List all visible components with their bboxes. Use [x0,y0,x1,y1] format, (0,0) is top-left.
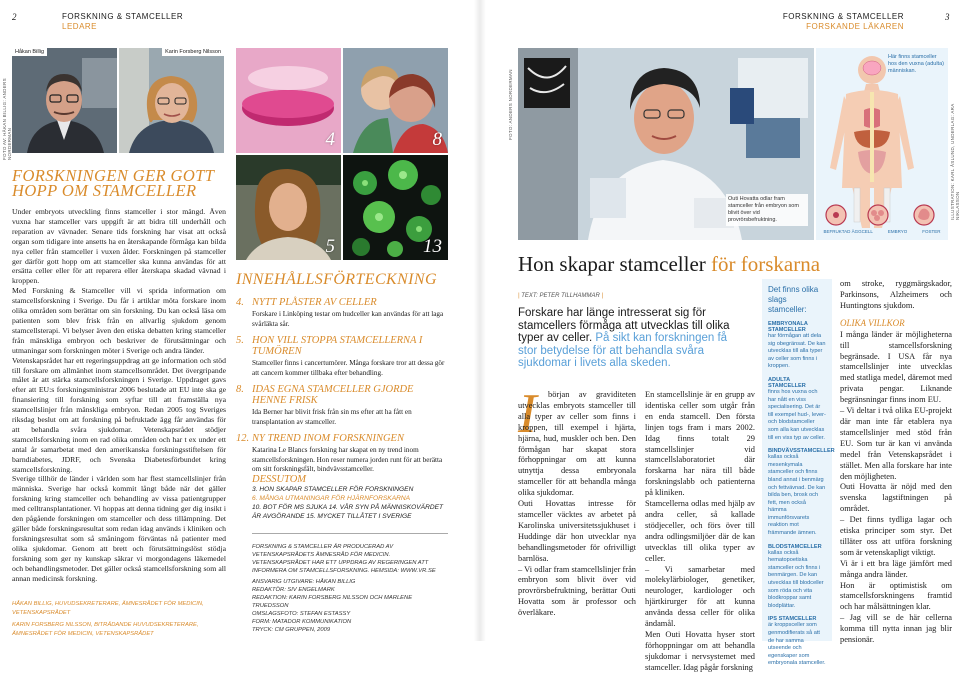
photo-caption: Outi Hovatta odlar fram stamceller från embryon som blivit över vid provrörsbefruktning. [726,194,808,226]
lead-black: Forskare har länge intresserat sig för stamcellers förmåga att utvecklas till olika typer av celler. [518,307,730,344]
toc-page: 12. [236,433,250,444]
toc-item[interactable] [236,384,448,427]
sidebar-heading: BINDVÄVSSTAMCELLER [768,448,835,455]
staff-line: ANSVARIG UTGIVARE: HÅKAN BILLIG [252,579,356,585]
photo-number: 5 [325,236,335,257]
photo-credit: FOTO AV: HÅKAN BILLIG: ANDERS NORDERMAN [2,78,12,160]
photo-mother-child [343,48,448,153]
toc-item-text: Ida Berner har blivit frisk från sin ms efter att ha fått en transplantation av stamceller. [252,408,412,426]
stage-label: FOSTER [922,229,941,234]
article-column-2: En stamcellslinje är en grupp av identiska celler som utgår från en enda stamcell. Den första linjen togs fram i mars 2002. Idag finns totalt 29 stamcellslinjer vid stamcellslaboratoriet där forskarna har nära till både forskningslabb och patienterna på kliniken. Stamcellerna odlas med hjälp av andra celler, så kallade stödjeceller, och förs över till andra odlingsmiljöer där de kan utvecklas till olika typer av celler. – Vi samarbetar med molekylärbiologer, genetiker, neurologer, kardiologer och hjärtkirurger för att kunna använda dessa celler för olika ändamål. Men Outi Hovatta hyser stort förhoppningar om att behandla sjukdomar i nervsystemet med stamceller. Idag pågår forskning [645,390,755,672]
illustration-credit: ILLUSTRATION: KARL ÅSLUND, UNDERLAG: ARA NIKLASSON [950,103,960,220]
toc-extra-title: DESSUTOM [252,474,307,485]
headline-black: Hon skapar stamceller [518,252,706,276]
toc-item-text: Forskare i Linköping testar om hudceller kan användas för att laga svårläkta sår. [252,310,444,328]
body-illustration [816,48,948,240]
toc-page: 5. [236,335,244,346]
article-headline [518,252,858,277]
sidebar-text: kallas också hematopoetiska stamceller och finns i benmärgen. De kan utvecklas till blodceller som röda och vita blodkroppar samt blodplättar. [768,549,824,609]
left-running-header [62,12,183,32]
header-section: LEDARE [62,22,98,31]
sidebar-title: Det finns olika slags stamceller: [768,285,819,314]
stage-label: BEFRUKTAD ÄGGCELL [823,229,873,234]
illustration-caption: Här finns stamceller hos den vuxna (adulta) människan. [888,54,944,74]
right-page [480,0,960,672]
photo-number: 4 [325,129,335,150]
photo-cells-microscope [343,155,448,260]
toc-item[interactable] [236,433,448,475]
toc-extra-item[interactable]: 3. HON SKAPAR STAMCELLER FÖR FORSKNINGEN [252,486,414,493]
toc-page: 8. [236,384,244,395]
sidebar-heading: IPS STAMCELLER [768,616,817,623]
column-3-body: I många länder är möjligheterna till stamcellsforskning begränsade. I USA får nya stamcellslinjer inte utvecklas med statliga medel, däremot med privata pengar. Liknande begränsningar finns inom EU. – Vi deltar i två olika EU-projekt där man inte får etablera nya stamcellslinjer med stöd från EU. Som tur är kan vi använda medel från Vetenskapsrådet i stället. Men alla forskare har inte den möjligheten. Outi Hovatta är nöjd med den svenska lagstiftningen på området. – Det finns tydliga lagar och etiska principer som styr. Det tilläter oss att utföra forskning som är vetenskapligt viktigt. Vi är i ett bra läge jämfört med många andra länder. Hon är optimistisk om stamcellsforskningens framtid och har målsättningen klar. – Jag vill se de här cellerna komma till nytta innan jag blir pensionär. [840,329,952,645]
signature-forsberg: KARIN FORSBERG NILSSON, BITRÄDANDE HUVUDSEKRETERARE, ÄMNESRÅDET FÖR MEDICIN, VETENSKAPSRÅDET [12,622,199,637]
sidebar-heading: ADULTA STAMCELLER [768,376,806,389]
photo-outi-hovatta-lab [518,48,814,240]
headline-orange: för forskarna [711,252,821,276]
toc-item-title: IDAS EGNA STAMCELLER GJORDE HENNE FRISK [252,384,414,406]
sidebar-heading: EMBRYONALA STAMCELLER [768,321,808,333]
colophon-rule [252,533,448,534]
stem-cell-types-sidebar [762,279,835,667]
toc-page: 4. [236,297,244,308]
stage-label: EMBRYO [887,229,908,234]
left-page-number: 2 [12,12,17,22]
article-column-1: början av graviditeten utvecklas embryots stamceller till alla typer av celler som finns i kroppen, till exempel i hjärta, hjärna, hud, muskler och ben. Den förmågan har skapat stora förhoppningar om att kunna utnyttja dessa embryonala stamceller för att behandla många olika sjukdomar. Outi Hovattas intresse för stamceller väcktes av arbetet på Karolinska universitetssjukhuset i Huddinge där hon utvecklar nya behandlingsmetoder för ofrivilligt barnlösa. – Vi odlar fram stamcellslinjer från embryon som blivit över vid provrörsbefruktning, berättar Outi Hovatta som är professor och överläkare. [518,390,636,618]
sidebar-text: är kroppsceller som genmodifierats så att de har samma utseende och egenskaper som embryonala stamceller. [768,622,826,667]
toc-item-text: Stamceller finns i cancertumörer. Många forskare tror att dessa gör att cancern kommer tillbaka efter behandling. [252,359,445,377]
staff-list [252,578,448,634]
left-page [0,0,480,641]
staff-line: TRYCK: CM GRUPPEN, 2009 [252,627,331,633]
toc-item-title: HON VILL STOPPA STAMCELLERNA I TUMÖREN [252,335,423,357]
editorial-body: Under embryots utveckling finns stamceller i stor mängd. Även vuxna har stamceller vars uppgift är att bidra till underhåll och reparation av vävnader. Senare tids forskning har visat att också organ som tidigare inte ansetts ha en återskapande förmåga kan bilda nya celler från stamceller i vuxen ålder. Forskningen på stamceller ger därför gott hopp om att stamceller ska kunna användas för att ersätta celler eller för att reparera eller återskapa skadad vävnad i kroppen. Med Forskning & Stamceller vill vi sprida information om stamcellsforskning i Sverige. Du får i artiklar möta forskare inom olika områden som berättar om sin forskning. Du kan också läsa om patienten som blev frisk från en allvarlig sjukdom genom stamcellsterapi. Vi belyser även den etiska debatten kring stamceller från mänskliga embryon och beskriver de förutsättningar och utmaningar som forskningen möter i Sverige och andra länder. Vetenskapsrådet har ett regeringsuppdrag att ge information och stöd till forskare om allmänhet inom stamcellsområdet. Det övergripande målet är att stärka stamcellsforskningen i Sverige. Uppdraget gavs efter att EU:s forskningsministrar 2006 beslutade att EU inte ska ge finansiering till forskning som syftar till att framställa nya stamcellslinjer från mänskliga embryon. Redan 2005 tog Sveriges riksdag beslut om att forskning på befruktade ägg får användas för att behandla svåra sjukdomar. Vetenskapsrådet stödjer stamcellsforskning inom en rad olika områden och har t ex under ett antal år samarbetat med den amerikanska forskningsstiftelsen för barndiabetes, JDRF, och Svenska Diabetesförbundet kring stamcellsforskning. Sverige tillhör de länder i världen som har flest stamcellslinjer från människa. Sverige har också kommit långt både när det gäller forskning kring stamceller och behandling av vissa patientgrupper med celltransplantationer. Vi hoppas att denna tidning ger dig insikt i den pågående forskningen om stamceller och dess tillämpning. Det gäller både forskningsresultat som redan idag används i kliniken och forskningsresultat som så småningom förväntas nå patienter med olika sjukdomar. Genom att brett och förutsättningslöst stödja forskning som ger ny kunskap säkrar vi morgondagens läkemedel och behandlingsmetoder. Det gäller också stamcellsforskning som all annan medicinsk forskning. [12,207,226,583]
column-3-intro: om stroke, ryggmärgskador, Parkinsons, Alzheimers och Huntingtons sjukdom. [840,279,952,310]
toc-list [236,297,448,481]
toc-item-text: Katarina Le Blancs forskning har skapat en ny trend inom stamcellsforskningen. Hon reser numera jorden runt för att berätta om sitt forskningsfält, bindvävsstamceller. [252,446,443,473]
sidebar-text: finns hos vuxna och har nått en viss specialisering. Det är till exempel hud-, lever- och blodstamceller som alla kan utvecklas till en viss typ av celler. [768,388,826,441]
stage-labels [816,229,948,234]
sidebar-text: har förmågan att dela sig obegränsat. De kan utvecklas till alla typer av celler som finns i kroppen. [768,333,826,370]
toc-item[interactable] [236,297,448,329]
staff-line: REDAKTÖR: SIV ENGELMARK [252,587,335,593]
header-title: FORSKNING & STAMCELLER [782,12,904,21]
photo-number: 8 [432,129,442,150]
drop-cap: I [518,383,537,445]
sidebar-heading: BLODSTAMCELLER [768,543,822,550]
toc-title: INNEHÅLLSFÖRTECKNING [236,271,437,288]
toc-extra-item[interactable]: 6. MÅNGA UTMANINGAR FÖR HJÄRNFORSKARNA [252,495,411,502]
photo-petri-dish [236,48,341,153]
portrait-label: Håkan Billig [12,48,47,56]
byline: | TEXT: PETER TILLHAMMAR | [518,293,604,299]
toc-item[interactable] [236,335,448,378]
photo-number: 13 [423,236,442,257]
toc-extra-item[interactable]: 10. BOT FÖR MS SJUKA 14. VÅR SYN PÅ MÄNNISKOVÄRDET ÄR AVGÖRANDE 15. MYCKET TILLÅTET I SVERIGE [252,504,444,520]
photo-researcher-woman [236,155,341,260]
header-title: FORSKNING & STAMCELLER [62,12,184,21]
lead-blue: På sikt kan forskningen få stor betydelse för att behandla svåra sjukdomar i livets alla skeden. [518,332,728,369]
toc-extra [252,474,448,521]
right-running-header [783,12,904,32]
article-lead [518,307,748,370]
portrait-label: Karin Forsberg Nilsson [162,48,224,56]
header-section: FORSKANDE LÄKAREN [806,22,904,31]
editorial-headline: FORSKNINGEN GER GOTT HOPP OM STAMCELLER [12,166,215,200]
article-column-3 [840,279,952,645]
subheading-olika-villkor: OLIKA VILLKOR [840,317,905,328]
photo-credit: FOTO: ANDERS NORDERMAN [508,69,513,140]
colophon: FORSKNING & STAMCELLER ÄR PRODUCERAD AV VETENSKAPSRÅDETS ÄMNESRÅD FÖR MEDICIN. VETENSKAPSRÅDET HAR ETT UPPDRAG AV REGERINGEN ATT INFORMERA OM STAMCELLSFORSKNING. HEMSIDA: WWW.VR.SE [252,544,436,574]
portrait-hakan-billig [12,48,117,153]
portrait-karin-forsberg-nilsson [119,48,224,153]
staff-line: REDAKTION: KARIN FORSBERG NILSSON OCH MARLENE TRUEDSSON [252,595,413,609]
staff-line: FORM: MATADOR KOMMUNIKATION [252,619,352,625]
right-page-number: 3 [945,12,950,22]
staff-line: OMSLAGSFOTO: STEFAN ESTASSY [252,611,351,617]
toc-item-title: NYTT PLÅSTER AV CELLER [252,297,377,308]
signature-billig: HÅKAN BILLIG, HUVUDSEKRETERARE, ÄMNESRÅDET FÖR MEDICIN, VETENSKAPSRÅDET [12,601,204,616]
toc-item-title: NY TREND INOM FORSKNINGEN [252,433,404,444]
sidebar-text: kallas också mesenkymala stamceller och finns bland annat i benmärg och fettvävnad. De kan bilda ben, brosk och fett, men också hämma immunförsvarets reaktion mot främmande ämnen. [768,454,826,537]
